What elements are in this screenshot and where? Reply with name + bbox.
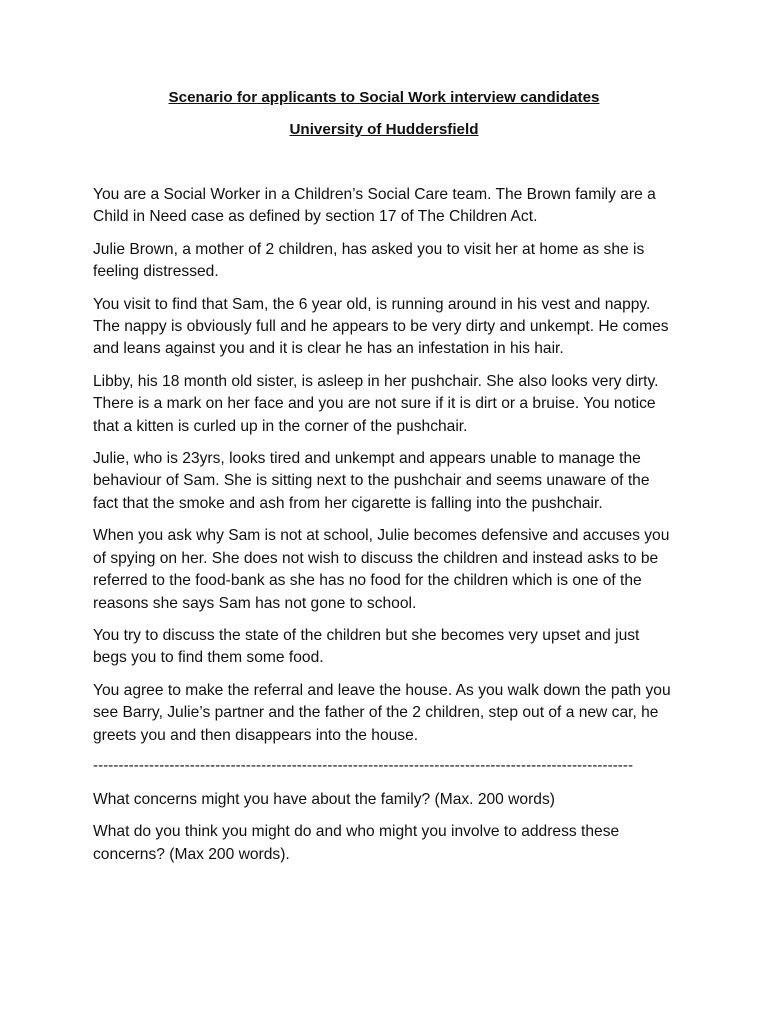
paragraph-intro: You are a Social Worker in a Children’s Social Care team. The Brown family are a Child in Need case as defined by section 17 of The Children Act. <box>93 186 656 226</box>
scenario-title: Scenario for applicants to Social Work interview candidates <box>168 89 600 106</box>
paragraph-sam: You visit to find that Sam, the 6 year old, is running around in his vest and nappy. The nappy is obviously full and he appears to be very dirty and unkempt. He comes and leans against you and it is clear he has an infestation in his hair. <box>93 295 669 358</box>
paragraph-food: You try to discuss the state of the children but she becomes very upset and just begs you to find them some food. <box>93 626 640 667</box>
paragraph-julie: Julie, who is 23yrs, looks tired and unkempt and appears unable to manage the behaviour of Sam. She is sitting next to the pushchair and seems unaware of the fact that the smoke and ash from her cigarette is falling into the pushchair. <box>93 450 650 512</box>
paragraph-libby: Libby, his 18 month old sister, is asleep in her pushchair. She also looks very dirty. There is a mark on her face and you are not sure if it is dirt or a bruise. You notice that a kitten is curled up in the corner of the pushchair. <box>93 372 659 435</box>
question-concerns: What concerns might you have about the family? (Max. 200 words) <box>93 790 555 808</box>
paragraph-school: When you ask why Sam is not at school, Julie becomes defensive and accuses you of spying on her. She does not wish to discuss the children and instead asks to be referred to the food-bank as she has no food for the children which is one of the reasons she says Sam has not gone to school. <box>93 527 670 612</box>
question-actions: What do you think you might do and who might you involve to address these concerns? (Max 200 words). <box>93 823 620 863</box>
document-content <box>93 88 675 876</box>
dashed-separator: ---------------------------------------------------------------------------------------------------------- <box>93 756 634 774</box>
paragraph-julie-request: Julie Brown, a mother of 2 children, has asked you to visit her at home as she is feeling distressed. <box>93 240 645 281</box>
paragraph-barry: You agree to make the referral and leave the house. As you walk down the path you see Barry, Julie’s partner and the father of the 2 children, step out of a new car, he greets you and then disappears into the house. <box>93 681 671 744</box>
university-title: University of Huddersfield <box>289 121 479 138</box>
